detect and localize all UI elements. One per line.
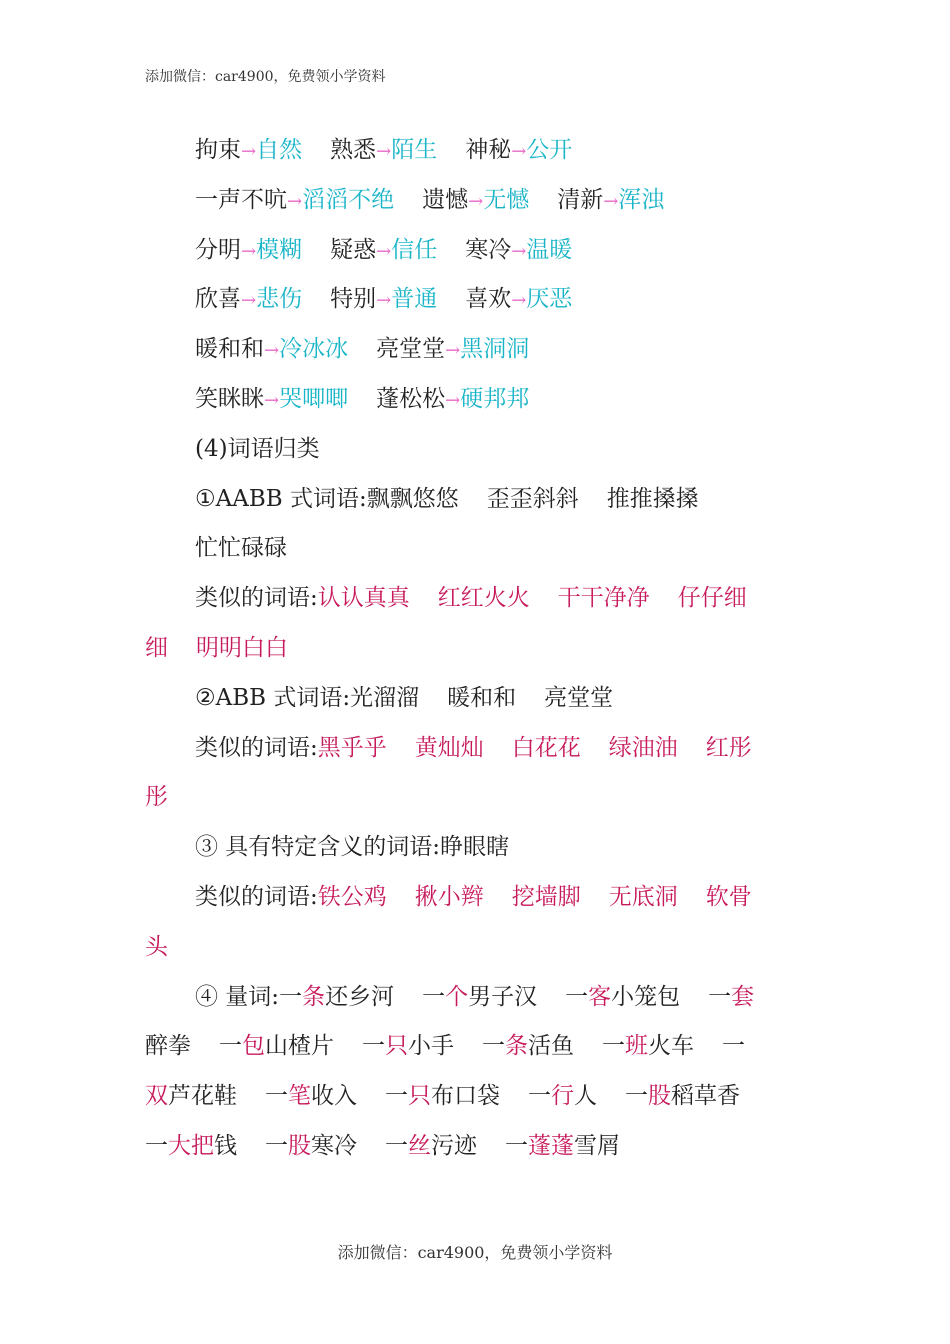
antonym-row	[145, 375, 810, 425]
measure-words-row: 一大把钱 一股寒冷 一丝污迹 一蓬蓬雪屑	[145, 1132, 620, 1159]
arrow-right-icon: →	[445, 340, 461, 362]
special-similar-row: 类似的词语:铁公鸡 揪小辫 挖墙脚 无底洞 软骨	[195, 883, 752, 910]
abb-words-row: ②ABB 式词语:光溜溜 暖和和 亮堂堂	[195, 684, 614, 711]
antonym-pair: 寒冷→温暖	[465, 236, 573, 263]
antonym-pair: 遗憾→无憾	[422, 186, 530, 213]
antonym-pair: 分明→模糊	[195, 236, 303, 263]
arrow-right-icon: →	[376, 141, 392, 162]
arrow-right-icon: →	[264, 340, 280, 362]
page-header: 添加微信：car4900，免费领小学资料	[145, 69, 386, 85]
antonym-pair: 神秘→公开	[465, 137, 573, 163]
measure-words-row: 双芦花鞋 一笔收入 一只布口袋 一行人 一股稻草香	[145, 1083, 740, 1110]
aabb-words-row: ①AABB 式词语:飘飘悠悠 歪歪斜斜 推推搡搡	[195, 485, 699, 512]
antonym-pair: 熟悉→陌生	[330, 137, 438, 163]
aabb-similar-row: 细 明明白白	[145, 634, 288, 661]
arrow-right-icon: →	[241, 290, 257, 312]
arrow-right-icon: →	[241, 240, 257, 262]
antonym-row	[145, 176, 810, 226]
antonym-pair: 拘束→自然	[195, 137, 303, 163]
arrow-right-icon: →	[511, 290, 527, 312]
aabb-words-row: 忙忙碌碌	[195, 535, 287, 562]
measure-words-row: ④ 量词:一条还乡河 一个男子汉 一客小笼包 一套	[195, 983, 755, 1010]
antonym-row	[145, 275, 810, 325]
antonym-row	[145, 226, 810, 276]
antonym-row	[145, 126, 810, 176]
arrow-right-icon: →	[468, 190, 484, 212]
antonym-pair: 一声不吭→滔滔不绝	[195, 186, 395, 213]
arrow-right-icon: →	[603, 190, 619, 212]
arrow-right-icon: →	[376, 290, 392, 312]
special-words-row: ③ 具有特定含义的词语:睁眼瞎	[195, 834, 510, 861]
arrow-right-icon: →	[511, 141, 527, 162]
antonym-pair: 清新→浑浊	[557, 186, 665, 213]
antonym-row	[145, 325, 810, 375]
page-footer: 添加微信：car4900，免费领小学资料	[337, 1243, 613, 1262]
measure-words-row: 醉拳 一包山楂片 一只小手 一条活鱼 一班火车 一	[145, 1033, 745, 1060]
aabb-similar-row: 类似的词语:认认真真 红红火火 干干净净 仔仔细	[195, 585, 747, 612]
arrow-right-icon: →	[241, 141, 257, 162]
arrow-right-icon: →	[511, 240, 527, 262]
arrow-right-icon: →	[445, 389, 461, 411]
antonym-pair: 暖和和→冷冰冰	[195, 336, 349, 363]
arrow-right-icon: →	[376, 240, 392, 262]
antonym-pair: 蓬松松→硬邦邦	[376, 385, 530, 412]
antonym-pair: 笑眯眯→哭唧唧	[195, 385, 349, 412]
antonym-pair: 特别→普通	[330, 286, 438, 313]
special-similar-row: 头	[145, 933, 168, 960]
antonym-pair: 喜欢→厌恶	[465, 286, 573, 313]
antonym-pair: 欣喜→悲伤	[195, 286, 303, 313]
arrow-right-icon: →	[264, 389, 280, 411]
section-title: (4)词语归类	[195, 435, 320, 462]
abb-similar-row: 彤	[145, 784, 168, 811]
arrow-right-icon: →	[287, 190, 303, 212]
antonym-pair: 亮堂堂→黑洞洞	[376, 336, 530, 363]
document-body	[145, 126, 810, 1172]
abb-similar-row: 类似的词语:黑乎乎 黄灿灿 白花花 绿油油 红彤	[195, 734, 752, 761]
antonym-pair: 疑惑→信任	[330, 236, 438, 263]
